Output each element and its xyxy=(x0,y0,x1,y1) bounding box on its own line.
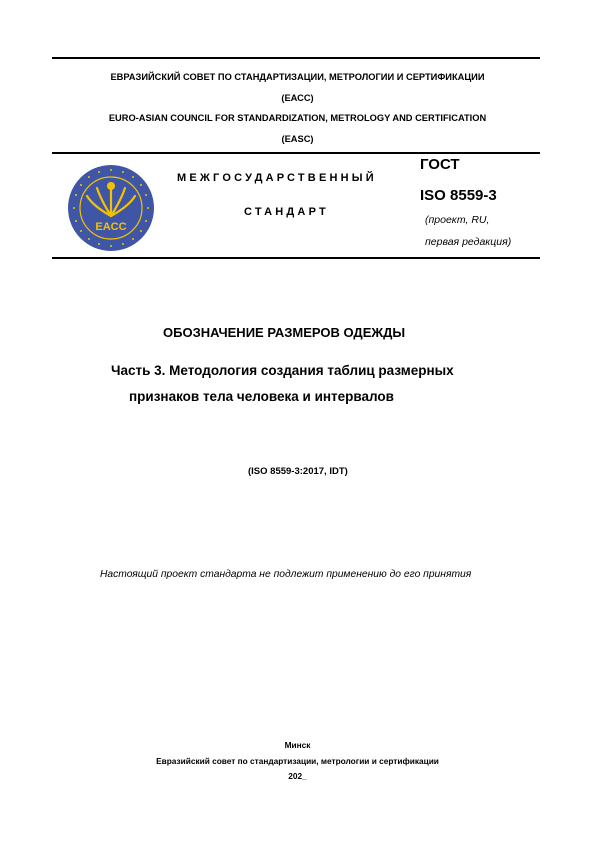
council-name-ru: ЕВРАЗИЙСКИЙ СОВЕТ ПО СТАНДАРТИЗАЦИИ, МЕТРОЛОГИИ И СЕРТИФИКАЦИИ xyxy=(110,72,485,82)
gost-label: ГОСТ xyxy=(420,156,460,173)
draft-notice: Настоящий проект стандарта не подлежит применению до его принятия xyxy=(100,569,472,580)
council-abbr-en: (EASC) xyxy=(281,134,314,144)
footer-city: Минск xyxy=(284,740,311,750)
draft-status-line1: (проект, RU, xyxy=(425,214,490,226)
standard-type-line1: МЕЖГОСУДАРСТВЕННЫЙ xyxy=(177,172,377,184)
top-rule xyxy=(52,57,540,59)
standard-type-line2: СТАНДАРТ xyxy=(244,206,329,218)
council-name-en: EURO-ASIAN COUNCIL FOR STANDARDIZATION, METROLOGY AND CERTIFICATION xyxy=(108,113,487,123)
footer-year: 202_ xyxy=(288,771,307,781)
part-title-line1: Часть 3. Методология создания таблиц размерных xyxy=(111,363,454,378)
document-title: ОБОЗНАЧЕНИЕ РАЗМЕРОВ ОДЕЖДЫ xyxy=(163,325,406,340)
standard-number: ISO 8559-3 xyxy=(420,187,497,204)
iso-reference: (ISO 8559-3:2017, IDT) xyxy=(248,466,348,477)
easc-logo xyxy=(67,164,155,252)
logo-label: EACC xyxy=(95,221,127,233)
part-title-line2: признаков тела человека и интервалов xyxy=(129,389,394,404)
logo-block-rule xyxy=(52,257,540,259)
draft-status-line2: первая редакция) xyxy=(425,236,512,248)
council-abbr-ru: (ЕАСС) xyxy=(281,93,314,103)
easc-emblem-icon xyxy=(67,164,155,252)
header-rule xyxy=(52,152,540,154)
footer-publisher: Евразийский совет по стандартизации, метрологии и сертификации xyxy=(156,756,439,766)
